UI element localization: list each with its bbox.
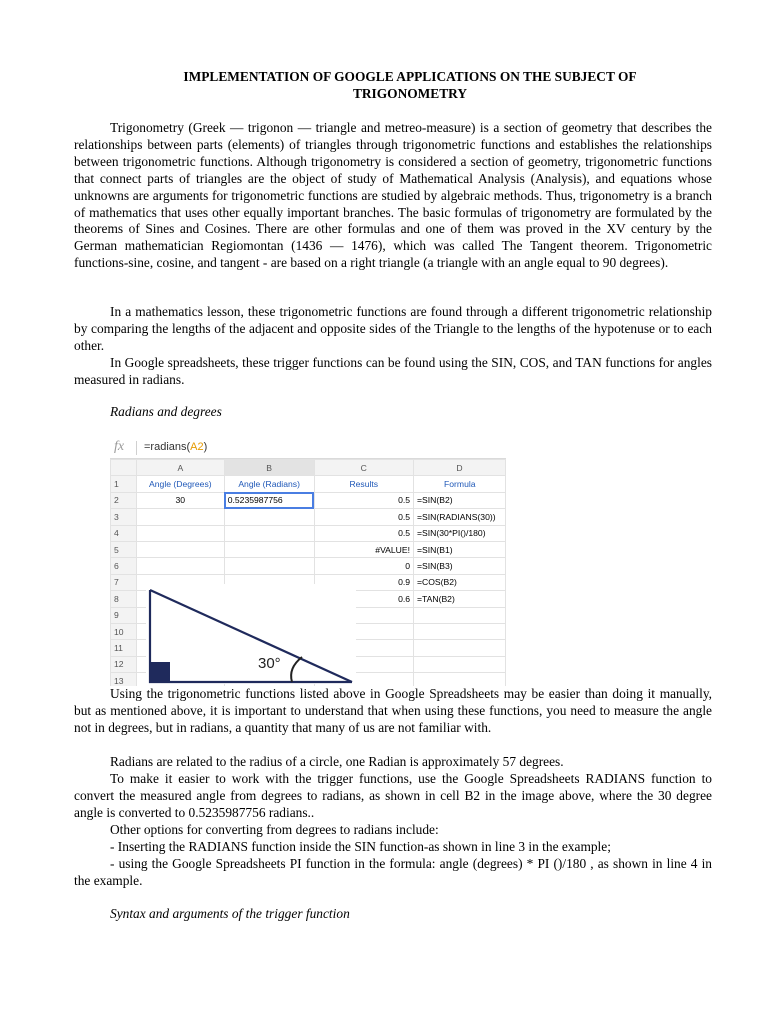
- error-cell[interactable]: #VALUE!: [314, 541, 413, 557]
- sheet-cell[interactable]: [414, 656, 506, 672]
- angle-label: 30°: [258, 655, 281, 672]
- paragraph-usage: Using the trigonometric functions listed above in Google Spreadsheets may be easier than doing it manually, but as mentioned above, it is important to understand that when using these functions, you need to measure the angle not in degrees, but in radians, a quantity that many of us are not familiar with.: [74, 686, 712, 735]
- sheet-cell[interactable]: 0.6: [314, 591, 413, 607]
- table-row: [111, 558, 506, 574]
- sheet-cell[interactable]: 0.9: [314, 574, 413, 590]
- corner-cell[interactable]: [111, 460, 137, 476]
- row-number[interactable]: 11: [111, 640, 137, 656]
- formula-prefix: =radians(: [144, 441, 191, 453]
- column-header-b[interactable]: B: [224, 460, 314, 476]
- row-number[interactable]: 8: [111, 591, 137, 607]
- row-number[interactable]: 6: [111, 558, 137, 574]
- column-header-a[interactable]: A: [136, 460, 224, 476]
- paragraph-intro: Trigonometry (Greek — trigonon — triangle and metreo-measure) is a section of geometry that describes the relationships between parts (elements) of triangles through trigonometric functions and establishes the relationships between trigonometric functions. Although trigonometry is considered a section of geometry, trigonometric functions that connect parts of triangles are the object of study of Mathematical Analysis (Analysis), and equations whose unknowns are arguments for trigonometric functions are studied by algebraic methods. Thus, trigonometry is a branch of mathematics that uses other equally important branches. The basic formulas of trigonometry are formulated by the theorems of Sines and Cosines. There are other formulas and one of them was proved in the XV century by the German mathematician Regiomontan (1436 — 1476), which was called The Tangent theorem. Trigonometric functions-sine, cosine, and tangent - are based on a right triangle (a triangle with an angle equal to 90 degrees).: [74, 120, 712, 271]
- paragraph-radians-definition: Radians are related to the radius of a circle, one Radian is approximately 57 degrees.: [110, 754, 564, 769]
- sheet-cell[interactable]: 0.5: [314, 525, 413, 541]
- column-header-c[interactable]: C: [314, 460, 413, 476]
- table-row: [111, 476, 506, 492]
- paragraph-radians-function: To make it easier to work with the trigger functions, use the Google Spreadsheets RADIANS function to convert the measured angle from degrees to radians, as shown in cell B2 in the image above, where the 30 degree angle is converted to 0.5235987756 radians..: [74, 771, 712, 820]
- row-number[interactable]: 13: [111, 673, 137, 686]
- cell-c1[interactable]: Results: [314, 476, 413, 492]
- selected-cell-b2[interactable]: 0.5235987756: [224, 492, 314, 508]
- cell-a1[interactable]: Angle (Degrees): [136, 476, 224, 492]
- sheet-cell[interactable]: =SIN(B3): [414, 558, 506, 574]
- sheet-cell[interactable]: [414, 673, 506, 686]
- cell-d1[interactable]: Formula: [414, 476, 506, 492]
- paragraph-spreadsheets: In Google spreadsheets, these trigger functions can be found using the SIN, COS, and TAN functions for angles measured in radians.: [74, 355, 712, 387]
- paragraph-option-2: - using the Google Spreadsheets PI function in the formula: angle (degrees) * PI ()/180 , as shown in line 4 in the example.: [74, 856, 712, 888]
- formula-separator: [136, 441, 137, 455]
- paragraph-lesson: In a mathematics lesson, these trigonometric functions are found through a different trigonometric relationship by comparing the lengths of the adjacent and opposite sides of the Triangle to the lengths of the hypotenuse or to each other.: [74, 304, 712, 353]
- cell-b1[interactable]: Angle (Radians): [224, 476, 314, 492]
- table-row: [111, 492, 506, 508]
- row-number[interactable]: 3: [111, 509, 137, 525]
- sheet-cell[interactable]: =COS(B2): [414, 574, 506, 590]
- sheet-cell[interactable]: [136, 509, 224, 525]
- section-heading-syntax: Syntax and arguments of the trigger function: [110, 906, 350, 921]
- sheet-cell[interactable]: [414, 623, 506, 639]
- sheet-cell[interactable]: 30: [136, 492, 224, 508]
- sheet-cell[interactable]: [136, 541, 224, 557]
- table-row: [111, 541, 506, 557]
- sheet-cell[interactable]: 0: [314, 558, 413, 574]
- sheet-cell[interactable]: 0.5: [314, 492, 413, 508]
- sheet-cell[interactable]: [414, 640, 506, 656]
- row-number[interactable]: 5: [111, 541, 137, 557]
- sheet-cell[interactable]: =SIN(RADIANS(30)): [414, 509, 506, 525]
- column-header-row: [111, 460, 506, 476]
- formula-bar: [110, 438, 506, 459]
- paragraph-option-1: - Inserting the RADIANS function inside the SIN function-as shown in line 3 in the example;: [110, 839, 611, 854]
- sheet-cell[interactable]: [136, 558, 224, 574]
- row-number[interactable]: 1: [111, 476, 137, 492]
- row-number[interactable]: 4: [111, 525, 137, 541]
- sheet-cell[interactable]: [414, 607, 506, 623]
- sheet-cell[interactable]: [136, 525, 224, 541]
- row-number[interactable]: 7: [111, 574, 137, 590]
- spreadsheet-figure: [110, 438, 506, 686]
- section-heading-radians: Radians and degrees: [110, 404, 222, 419]
- paragraph-other-options: Other options for converting from degrees to radians include:: [110, 822, 439, 837]
- document-title: IMPLEMENTATION OF GOOGLE APPLICATIONS ON THE SUBJECT OF TRIGONOMETRY: [183, 69, 637, 101]
- sheet-cell[interactable]: =SIN(30*PI()/180): [414, 525, 506, 541]
- row-number[interactable]: 12: [111, 656, 137, 672]
- row-number[interactable]: 9: [111, 607, 137, 623]
- right-triangle-drawing: [146, 584, 366, 684]
- sheet-cell[interactable]: [224, 509, 314, 525]
- formula-cell-ref: A2: [190, 441, 204, 453]
- fx-icon: fx: [114, 439, 125, 454]
- table-row: [111, 509, 506, 525]
- column-header-d[interactable]: D: [414, 460, 506, 476]
- sheet-cell[interactable]: [224, 558, 314, 574]
- sheet-cell[interactable]: =SIN(B2): [414, 492, 506, 508]
- formula-suffix: ): [203, 441, 208, 453]
- sheet-cell[interactable]: =SIN(B1): [414, 541, 506, 557]
- formula-text[interactable]: [144, 441, 207, 453]
- table-row: [111, 525, 506, 541]
- row-number[interactable]: 2: [111, 492, 137, 508]
- sheet-cell[interactable]: [224, 541, 314, 557]
- sheet-cell[interactable]: 0.5: [314, 509, 413, 525]
- sheet-cell[interactable]: =TAN(B2): [414, 591, 506, 607]
- right-angle-marker: [150, 662, 170, 682]
- row-number[interactable]: 10: [111, 623, 137, 639]
- sheet-cell[interactable]: [224, 525, 314, 541]
